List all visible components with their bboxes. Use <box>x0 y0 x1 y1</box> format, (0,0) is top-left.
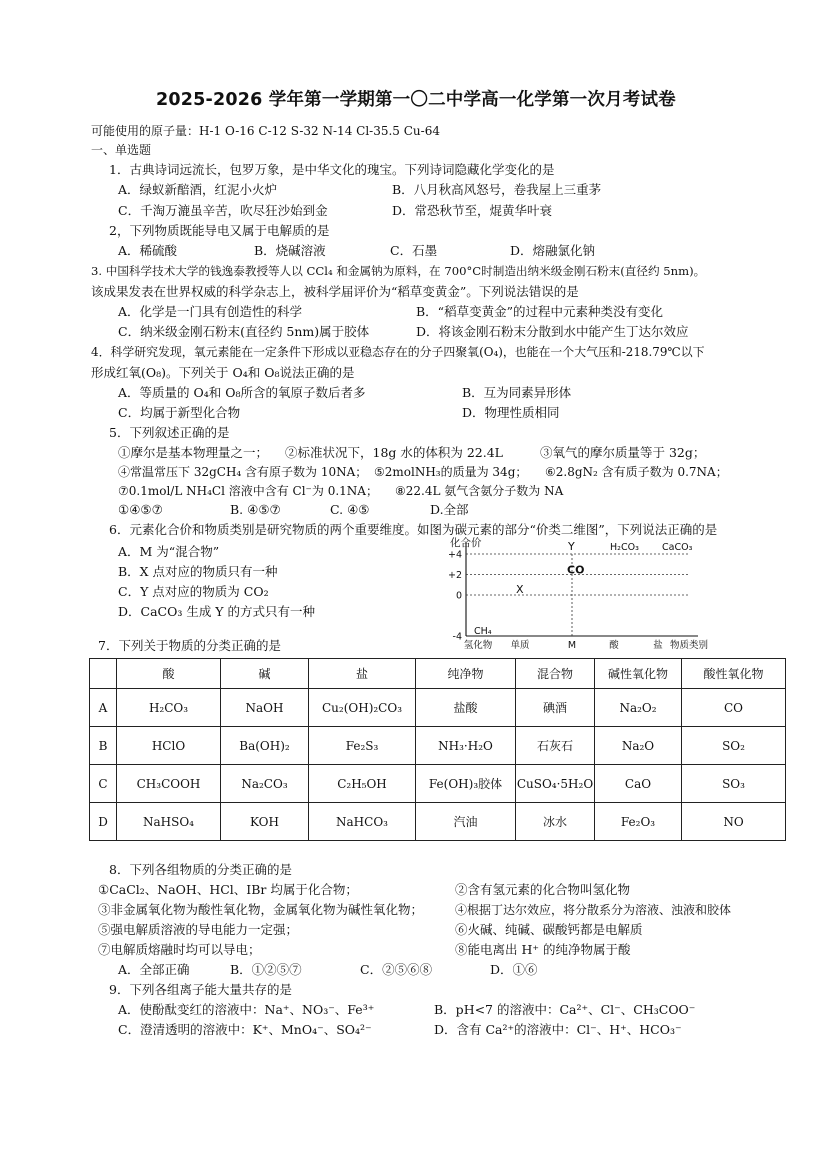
table-cell: H₂CO₃ <box>117 689 221 727</box>
table-cell: A <box>90 689 117 727</box>
question-8-statement-3: ③非金属氧化物为酸性氧化物，金属氧化物为碱性氧化物； <box>98 902 424 917</box>
table-header-cell: 纯净物 <box>416 659 516 689</box>
table-cell: KOH <box>221 803 309 841</box>
chart-y-tick-label: -4 <box>452 631 462 643</box>
table-cell: Fe₂O₃ <box>595 803 682 841</box>
question-3-line-2: 该成果发表在世界权威的科学杂志上，被科学届评价为“稻草变黄金”。下列说法错误的是 <box>91 284 579 299</box>
question-8-statement-4: ④根据丁达尔效应，将分散系分为溶液、浊液和胶体 <box>455 903 732 917</box>
question-4-option-b: B．互为同素异形体 <box>462 385 572 400</box>
table-cell: Na₂CO₃ <box>221 765 309 803</box>
table-cell: C <box>90 765 117 803</box>
table-cell: NaHSO₄ <box>117 803 221 841</box>
question-9-option-a: A．使酚酞变红的溶液中：Na⁺、NO₃⁻、Fe³⁺ <box>118 1002 375 1017</box>
table-header-cell <box>90 659 117 689</box>
chart-y-tick-label: 0 <box>455 590 462 602</box>
chart-point-label: Y <box>568 540 575 553</box>
table-cell: D <box>90 803 117 841</box>
section-heading: 一、单选题 <box>91 143 152 157</box>
question-8-statement-7: ⑦电解质熔融时均可以导电； <box>98 942 261 957</box>
question-2-option-b: B．烧碱溶液 <box>254 243 326 258</box>
table-cell: 碘酒 <box>516 689 595 727</box>
question-5-statement-3: ③氧气的摩尔质量等于 32g； <box>540 445 706 460</box>
page-title: 2025-2026 学年第一学期第一〇二中学高一化学第一次月考试卷 <box>156 90 676 110</box>
chart-point-label: CO <box>567 563 585 577</box>
chart-point-label: H₂CO₃ <box>610 542 639 553</box>
question-9-option-c: C．澄清透明的溶液中：K⁺、MnO₄⁻、SO₄²⁻ <box>118 1022 372 1037</box>
question-1-option-c: C．千淘万漉虽辛苦，吹尽狂沙始到金 <box>118 203 328 218</box>
question-9-stem: 9．下列各组离子能大量共存的是 <box>109 982 292 997</box>
table-cell: NO <box>682 803 786 841</box>
question-3-option-c: C．纳米级金刚石粉末(直径约 5nm)属于胶体 <box>118 324 370 339</box>
chart-x-category-label: 盐 <box>653 640 663 651</box>
table-header-cell: 碱 <box>221 659 309 689</box>
chart-x-category-label: 酸 <box>609 640 619 651</box>
table-cell: NaOH <box>221 689 309 727</box>
question-6-option-c: C．Y 点对应的物质为 CO₂ <box>118 584 269 599</box>
question-4-option-a: A．等质量的 O₄和 O₈所含的氧原子数后者多 <box>118 385 366 400</box>
question-1-stem: 1．古典诗词远流长，包罗万象，是中华文化的瑰宝。下列诗词隐藏化学变化的是 <box>109 162 555 177</box>
table-header-cell: 酸 <box>117 659 221 689</box>
question-5-option-d: D.全部 <box>430 502 469 517</box>
question-5-statement-2: ②标准状况下，18g 水的体积为 22.4L <box>285 445 503 460</box>
table-header-cell: 酸性氧化物 <box>682 659 786 689</box>
question-6-option-a: A．M 为“混合物” <box>118 544 220 559</box>
question-9-option-b: B．pH<7 的溶液中：Ca²⁺、Cl⁻、CH₃COO⁻ <box>434 1002 696 1017</box>
question-4-option-d: D．物理性质相同 <box>462 405 560 420</box>
table-header-row <box>90 659 786 689</box>
question-8-option-a: A．全部正确 <box>118 962 190 977</box>
question-8-stem: 8．下列各组物质的分类正确的是 <box>109 862 292 877</box>
question-7-stem: 7．下列关于物质的分类正确的是 <box>98 638 281 653</box>
question-8-statement-2: ②含有氢元素的化合物叫氢化物 <box>455 882 631 897</box>
chart-point-label: X <box>516 583 524 596</box>
table-cell: Ba(OH)₂ <box>221 727 309 765</box>
question-8-option-d: D．①⑥ <box>490 962 538 977</box>
table-header-cell: 碱性氧化物 <box>595 659 682 689</box>
question-3-option-a: A．化学是一门具有创造性的科学 <box>118 304 303 319</box>
table-cell: CuSO₄·5H₂O <box>516 765 595 803</box>
question-8-statement-8: ⑧能电离出 H⁺ 的纯净物属于酸 <box>455 942 631 957</box>
question-8-option-c: C．②⑤⑥⑧ <box>360 962 433 977</box>
table-cell: Na₂O <box>595 727 682 765</box>
question-5-stem: 5．下列叙述正确的是 <box>109 425 230 440</box>
atomic-masses: 可能使用的原子量：H-1 O-16 C-12 S-32 N-14 Cl-35.5 Cu-64 <box>91 124 440 138</box>
chart-point-label: CaCO₃ <box>662 542 693 553</box>
chart-axes <box>466 542 698 636</box>
table-cell: Na₂O₂ <box>595 689 682 727</box>
chart-x-category-label: 氢化物 <box>463 640 493 651</box>
table-cell: HClO <box>117 727 221 765</box>
table-cell: SO₂ <box>682 727 786 765</box>
question-9-option-d: D．含有 Ca²⁺的溶液中：Cl⁻、H⁺、HCO₃⁻ <box>434 1022 682 1037</box>
question-5-statement-7: ⑦0.1mol/L NH₄Cl 溶液中含有 Cl⁻为 0.1NA； <box>118 484 378 498</box>
question-5-option-b: B. ④⑤⑦ <box>230 502 281 517</box>
table-cell: Cu₂(OH)₂CO₃ <box>309 689 416 727</box>
chart-x-categories <box>464 639 664 651</box>
question-8-statement-1: ①CaCl₂、NaOH、HCl、IBr 均属于化合物； <box>98 882 358 897</box>
question-5-option-c: C. ④⑤ <box>330 502 370 517</box>
question-5-option-a: ①④⑤⑦ <box>118 502 163 517</box>
chart-x-category-label: 单质 <box>510 640 530 651</box>
table-cell: B <box>90 727 117 765</box>
table-cell: C₂H₅OH <box>309 765 416 803</box>
question-8-option-b: B．①②⑤⑦ <box>230 962 302 977</box>
question-2-option-c: C．石墨 <box>390 243 438 258</box>
question-3-option-b: B．“稻草变黄金”的过程中元素种类没有变化 <box>416 304 663 319</box>
question-4-line-2: 形成红氧(O₈)。下列关于 O₄和 O₈说法正确的是 <box>91 365 355 380</box>
question-1-option-d: D．常恐秋节至，焜黄华叶衰 <box>392 203 553 218</box>
table-row <box>90 727 786 765</box>
chart-y-tick-label: +4 <box>447 549 462 561</box>
table-cell: Fe₂S₃ <box>309 727 416 765</box>
table-cell: SO₃ <box>682 765 786 803</box>
table-cell: 冰水 <box>516 803 595 841</box>
question-3-line-1: 3. 中国科学技术大学的钱逸泰教授等人以 CCl₄ 和金属钠为原料，在 700°C时制造出纳米级金刚石粉末(直径约 5nm)。 <box>91 264 706 278</box>
table-cell: 石灰石 <box>516 727 595 765</box>
question-6-option-b: B．X 点对应的物质只有一种 <box>118 564 278 579</box>
question-8-statement-6: ⑥火碱、纯碱、碳酸钙都是电解质 <box>455 922 643 937</box>
table-cell: 汽油 <box>416 803 516 841</box>
question-2-option-d: D．熔融氯化钠 <box>510 243 596 258</box>
table-row <box>90 765 786 803</box>
question-5-statement-4: ④常温常压下 32gCH₄ 含有原子数为 10NA； <box>118 465 368 479</box>
question-3-option-d: D．将该金刚石粉末分散到水中能产生丁达尔效应 <box>416 324 689 339</box>
chart-points <box>474 540 693 637</box>
table-row <box>90 689 786 727</box>
question-8-statement-5: ⑤强电解质溶液的导电能力一定强； <box>98 922 299 937</box>
question-5-statement-8: ⑧22.4L 氨气含氨分子数为 NA <box>395 484 564 498</box>
question-4-option-c: C．均属于新型化合物 <box>118 405 241 420</box>
table-header-cell: 混合物 <box>516 659 595 689</box>
question-4-line-1: 4．科学研究发现，氧元素能在一定条件下形成以亚稳态存在的分子四聚氧(O₄)，也能在一个大气压和-218.79℃以下 <box>91 345 705 359</box>
table-cell: 盐酸 <box>416 689 516 727</box>
table-cell: NaHCO₃ <box>309 803 416 841</box>
table-cell: CaO <box>595 765 682 803</box>
question-5-statement-6: ⑥2.8gN₂ 含有质子数为 0.7NA； <box>545 465 728 479</box>
question-6-stem: 6．元素化合价和物质类别是研究物质的两个重要维度。如图为碳元素的部分“价类二维图”，下列说法正确的是 <box>109 522 718 537</box>
table-cell: CH₃COOH <box>117 765 221 803</box>
question-1-option-a: A．绿蚁新醅酒，红泥小火炉 <box>118 182 278 197</box>
question-5-statement-1: ①摩尔是基本物理量之一； <box>118 445 269 460</box>
chart-x-axis-label: 物质类别 <box>670 640 709 651</box>
table-cell: NH₃·H₂O <box>416 727 516 765</box>
chart-y-tick-label: +2 <box>447 570 462 581</box>
question-5-statement-5: ⑤2molNH₃的质量为 34g； <box>374 465 528 479</box>
question-6-option-d: D．CaCO₃ 生成 Y 的方式只有一种 <box>118 604 316 619</box>
question-1-option-b: B．八月秋高风怒号，卷我屋上三重茅 <box>392 182 602 197</box>
table-cell: CO <box>682 689 786 727</box>
table-header-cell: 盐 <box>309 659 416 689</box>
classification-table <box>89 658 786 841</box>
chart-x-category-label: M <box>567 640 577 651</box>
chart-y-ticks <box>448 550 462 643</box>
table-cell: Fe(OH)₃胶体 <box>416 765 516 803</box>
question-2-stem: 2，下列物质既能导电又属于电解质的是 <box>109 223 330 238</box>
chart-point-label: CH₄ <box>474 626 492 637</box>
question-2-option-a: A．稀硫酸 <box>118 243 178 258</box>
valence-class-chart <box>436 536 716 652</box>
table-row <box>90 803 786 841</box>
chart-y-axis-label: 化合价 <box>450 537 482 549</box>
